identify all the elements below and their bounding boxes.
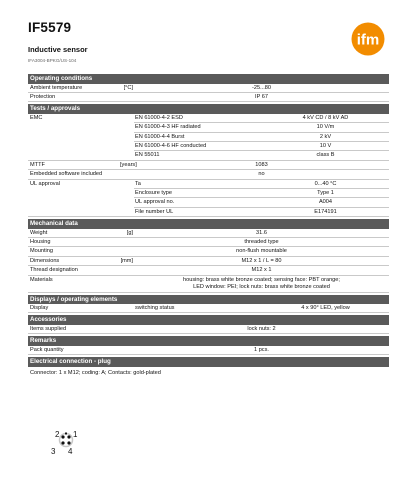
row-label: Embedded software included: [30, 171, 103, 178]
row-label: Thread designation: [30, 267, 78, 274]
connector-description: Connector: 1 x M12; coding: A; Contacts: gold-plated: [30, 369, 161, 376]
table-row: [28, 266, 389, 275]
ul-item-name: UL approval no.: [134, 198, 262, 207]
table-row: [28, 247, 389, 256]
table-row: [28, 170, 389, 179]
emc-row: [28, 114, 389, 123]
product-code: IFA3004-BPKG/US-104: [28, 58, 77, 63]
row-label: EMC: [30, 114, 43, 121]
row-label: Pack quantity: [30, 346, 64, 353]
row-label: UL approval: [30, 180, 60, 187]
emc-test-name: EN 55011: [134, 151, 262, 160]
table-row: [28, 93, 389, 102]
row-unit: [years]: [120, 161, 137, 168]
row-unit: [120, 238, 134, 246]
row-unit: [g]: [126, 229, 133, 236]
row-value: 1083: [255, 161, 268, 168]
table-row: [28, 346, 389, 355]
row-value: -25...80: [252, 84, 271, 91]
section-accessories: Accessories: [28, 315, 389, 325]
emc-test-name: EN 61000-4-3 HF radiated: [134, 123, 262, 132]
section-electrical-connection: Electrical connection - plug: [28, 357, 389, 367]
ul-item-value: Type 1: [262, 189, 389, 198]
row-label: Mounting: [30, 248, 54, 255]
pin-label-3: 3: [51, 447, 56, 456]
display-sub-label: switching status: [135, 305, 175, 312]
materials-line-1: housing: brass white bronze coated; sensing face: PBT orange;: [183, 276, 340, 283]
section-tests-approvals: Tests / approvals: [28, 104, 389, 114]
m12-connector-pinout-icon: [40, 418, 90, 478]
ul-item-value: E174191: [262, 208, 389, 217]
ifm-logo-icon: [351, 22, 385, 56]
emc-test-name: EN 61000-4-6 HF conducted: [134, 142, 262, 151]
row-unit: [mm]: [120, 257, 133, 264]
row-value: threaded type: [244, 238, 279, 245]
row-unit: [°C]: [123, 84, 133, 91]
row-unit: [120, 266, 134, 274]
row-label: Items supplied: [30, 325, 67, 332]
product-subtitle: Inductive sensor: [28, 45, 88, 54]
row-unit: [120, 247, 134, 255]
ul-item-value: 0...40 °C: [262, 180, 389, 189]
materials-row: [28, 276, 389, 293]
row-label: MTTF: [30, 161, 45, 168]
table-row: [28, 257, 389, 266]
emc-row: [28, 123, 389, 132]
pin-label-1: 2: [55, 430, 60, 439]
ul-item-name: File number UL: [134, 208, 262, 217]
emc-test-value: 2 kV: [262, 133, 389, 142]
product-title: IF5579: [28, 20, 72, 35]
ul-item-name: Enclosure type: [134, 189, 262, 198]
materials-line-2: LED window: PEI; lock nuts: brass white bronze coated: [193, 284, 330, 291]
row-value: 4 x 90° LED, yellow: [301, 305, 350, 312]
table-row: [28, 325, 389, 334]
row-value: lock nuts: 2: [247, 325, 276, 332]
table-row: [28, 238, 389, 247]
row-value: IP 67: [255, 93, 268, 100]
row-label: Housing: [30, 238, 51, 245]
emc-test-value: 10 V: [262, 142, 389, 151]
table-row: [28, 84, 389, 93]
row-label: Dimensions: [30, 257, 60, 264]
row-unit: [120, 93, 134, 101]
datasheet-header: [28, 20, 388, 80]
emc-test-name: EN 61000-4-2 ESD: [134, 114, 262, 123]
emc-row: [28, 142, 389, 151]
pin-label-2: 1: [73, 430, 78, 439]
row-value: no: [258, 171, 265, 178]
section-displays: Displays / operating elements: [28, 295, 389, 305]
ul-row: [28, 189, 389, 198]
emc-row: [28, 151, 389, 160]
ul-item-value: A004: [262, 198, 389, 207]
row-value: 1 pcs.: [254, 346, 269, 353]
datasheet-table: [28, 74, 389, 376]
table-row: [28, 304, 389, 313]
section-operating-conditions: Operating conditions: [28, 74, 389, 84]
logo-text: ifm: [356, 31, 380, 49]
row-value: non-flush mountable: [236, 248, 287, 255]
ul-row: [28, 208, 389, 217]
section-remarks: Remarks: [28, 336, 389, 346]
emc-test-value: 4 kV CD / 8 kV AD: [262, 114, 389, 123]
row-label: Display: [30, 305, 49, 312]
row-value: 31.6: [256, 229, 267, 236]
section-mechanical-data: Mechanical data: [28, 219, 389, 229]
row-value: M12 x 1 / L = 80: [241, 257, 282, 264]
table-row: [28, 161, 389, 170]
ul-item-name: Ta: [134, 180, 262, 189]
row-label: Ambient temperature: [30, 84, 83, 91]
ul-row: [28, 198, 389, 207]
emc-row: [28, 133, 389, 142]
emc-test-value: 10 V/m: [262, 123, 389, 132]
emc-test-name: EN 61000-4-4 Burst: [134, 133, 262, 142]
row-value: M12 x 1: [251, 267, 272, 274]
pin-label-4: 4: [68, 447, 73, 456]
table-row: [28, 229, 389, 238]
row-label: Materials: [30, 276, 53, 283]
row-label: Protection: [30, 93, 56, 100]
ul-row: [28, 180, 389, 189]
emc-test-value: class B: [262, 151, 389, 160]
row-label: Weight: [30, 229, 48, 236]
